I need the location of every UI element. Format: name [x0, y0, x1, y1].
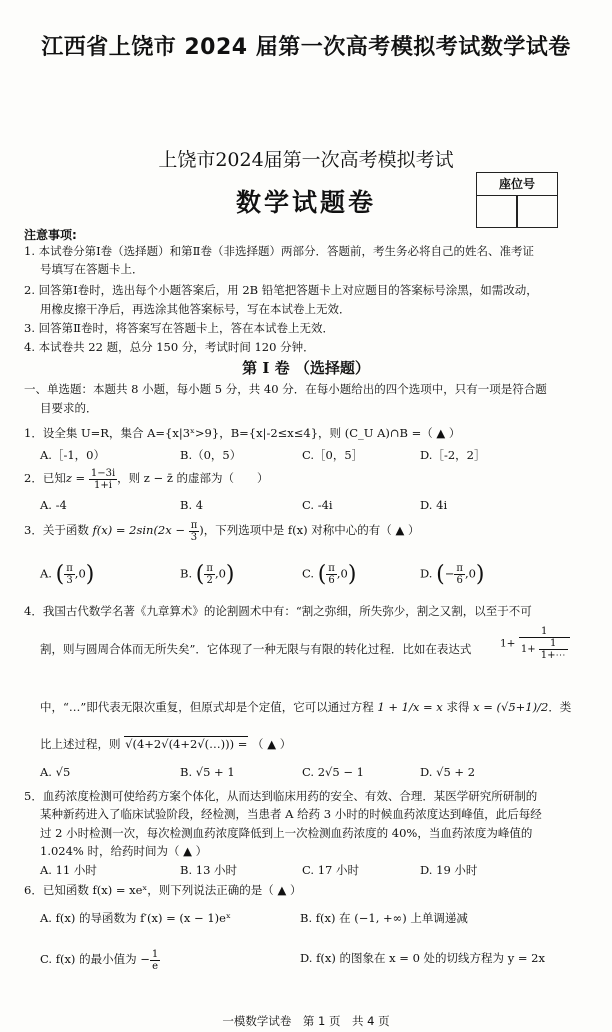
option-fraction — [204, 563, 215, 586]
fraction-numerator: π — [456, 563, 463, 574]
question-5-line: 1.024% 时，给药时间为（ ▲ ） — [40, 844, 208, 858]
question-2-suffix: ，则 z − z̄ 的虚部为（ ） — [117, 471, 269, 485]
cf-denominator-one: 1+ — [520, 644, 536, 655]
close-paren: ) — [475, 562, 485, 587]
question-6-option-a: A. f(x) 的导函数为 f′(x) = (x − 1)eˣ — [40, 911, 231, 925]
question-4-text: 比上述过程，则 — [40, 737, 121, 751]
question-1-option-d: D.［-2，2］ — [420, 448, 486, 462]
open-paren: ( — [55, 562, 65, 587]
fraction-numerator: π — [66, 563, 73, 574]
continued-fraction — [500, 626, 570, 661]
notice-line: 3. 回答第Ⅱ卷时，将答案写在答题卡上，答在本试卷上无效． — [24, 321, 334, 335]
question-1-option-a: A.［-1，0） — [40, 448, 105, 462]
fraction-numerator: π — [328, 563, 335, 574]
question-2-stem — [24, 466, 269, 491]
open-paren: ( — [436, 562, 445, 587]
question-3-prefix: 3．关于函数 — [24, 523, 89, 537]
question-4-equation: 1 + 1/x = x — [377, 700, 443, 714]
option-zero: ,0 — [336, 566, 348, 581]
question-3-function-left: f(x) = 2sin(2x − — [92, 523, 186, 537]
question-4-line — [40, 736, 291, 752]
fraction-denominator: 2 — [206, 575, 213, 586]
fraction-numerator: π — [190, 519, 198, 531]
cf-fraction — [519, 626, 570, 661]
fraction-denominator: 1+i — [94, 479, 112, 491]
question-3-stem — [24, 517, 419, 543]
fraction-numerator: π — [206, 563, 213, 574]
document-pretitle: 江西省上饶市 2024 届第一次高考模拟考试数学试卷 — [41, 35, 571, 60]
instructions-line: 一、单选题：本题共 8 小题，每小题 5 分，共 40 分．在每小题给出的四个选项中，只有一项是符合题 — [24, 382, 547, 396]
question-3-suffix: ，下列选项中是 f(x) 对称中心的有（ ▲ ） — [203, 523, 420, 537]
question-4-option-a: A. √5 — [40, 765, 71, 779]
question-1-option-c: C.［0，5］ — [302, 448, 364, 462]
option-zero: ,0 — [214, 566, 226, 581]
notice-heading: 注意事项: — [24, 228, 77, 242]
question-6-option-b: B. f(x) 在 (−1, +∞) 上单调递减 — [300, 911, 468, 925]
fraction-denominator: 3 — [190, 531, 198, 543]
option-fraction — [454, 563, 465, 586]
question-4-line: 4．我国古代数学名著《九章算术》的论割圆术中有：“割之弥细，所失弥少，割之又割，以至于不可 — [24, 604, 532, 618]
seat-box-divider — [516, 196, 518, 227]
close-paren: ) — [347, 562, 357, 587]
question-2-prefix: 2．已知 — [24, 471, 66, 485]
option-fraction — [64, 563, 75, 586]
question-5-option-d: D. 19 小时 — [420, 863, 478, 877]
question-2-option-a: A. -4 — [40, 498, 67, 512]
question-4-option-c: C. 2√5 − 1 — [302, 765, 364, 779]
cf-inner-denominator: 1+⋯ — [540, 650, 566, 661]
page-footer: 一模数学试卷 第 1 页 共 4 页 — [222, 1014, 390, 1028]
question-2-z: z = — [65, 471, 86, 485]
notice-line: 用橡皮擦干净后，再选涂其他答案标号，写在本试卷上无效． — [40, 302, 351, 316]
fraction-numerator: 1 — [151, 948, 159, 960]
question-3-option-a — [40, 562, 94, 587]
fraction-denominator: 3 — [66, 575, 73, 586]
instructions-line: 目要求的． — [40, 401, 98, 415]
exam-title: 数学试题卷 — [235, 188, 376, 217]
cf-numerator: 1 — [519, 626, 570, 638]
section-title: 第 Ⅰ 卷 （选择题） — [242, 359, 370, 377]
option-letter: A. — [40, 566, 52, 581]
cf-one: 1+ — [500, 637, 516, 650]
question-4-text: ．类 — [548, 700, 572, 714]
question-4-solution: x = (√5+1)/2 — [473, 700, 549, 714]
option-zero: ,0 — [74, 566, 86, 581]
notice-line: 1. 本试卷分第Ⅰ卷（选择题）和第Ⅱ卷（非选择题）两部分．答题前，考生务必将自己的姓名、准考证 — [24, 244, 534, 258]
question-3-function-right: ) — [199, 523, 204, 537]
option-sign: − — [444, 566, 455, 581]
question-4-option-d: D. √5 + 2 — [420, 765, 476, 779]
notice-line: 4. 本试卷共 22 题，总分 150 分，考试时间 120 分钟． — [24, 340, 315, 354]
question-5-line: 过 2 小时检测一次，每次检测血药浓度降低到上一次检测血药浓度的 40%，当血药浓度为峰值的 — [40, 826, 533, 840]
cf-inner-fraction — [539, 638, 568, 661]
question-2-option-d: D. 4i — [420, 498, 448, 512]
question-1-stem: 1．设全集 U=R，集合 A={x|3ˣ>9}，B={x|-2≤x≤4}，则 (C_U A)∩B =（ ▲ ） — [24, 426, 461, 440]
question-5-line: 某种新药进入了临床试验阶段，经检测，当患者 A 给药 3 小时的时候血药浓度达到峰值，此后每经 — [40, 807, 542, 821]
question-3-option-d — [420, 562, 485, 587]
fraction-denominator: 6 — [456, 575, 463, 586]
question-5-option-c: C. 17 小时 — [302, 863, 359, 877]
exam-subtitle: 上饶市2024届第一次高考模拟考试 — [158, 149, 454, 171]
question-2-option-b: B. 4 — [180, 498, 204, 512]
question-2-option-c: C. -4i — [302, 498, 333, 512]
option-letter: B. — [180, 566, 193, 581]
question-5-option-a: A. 11 小时 — [40, 863, 97, 877]
seat-number-box — [476, 172, 558, 228]
notice-line: 号填写在答题卡上． — [40, 262, 144, 276]
option-letter: C. — [302, 566, 315, 581]
notice-line: 2. 回答第Ⅰ卷时，选出每个小题答案后，用 2B 铅笔把答题卡上对应题目的答案标号涂黑，如需改动， — [24, 283, 538, 297]
option-zero: ,0 — [464, 566, 476, 581]
question-5-option-b: B. 13 小时 — [180, 863, 238, 877]
cf-denominator — [519, 638, 570, 661]
question-4-nested-radical: √(4+2√(4+2√(…))) = — [125, 737, 248, 751]
question-3-fraction — [189, 520, 200, 543]
cf-inner-numerator: 1 — [539, 638, 568, 650]
question-4-text: 求得 — [446, 700, 470, 714]
question-6-option-c — [40, 946, 160, 972]
seat-number-label: 座位号 — [477, 173, 557, 196]
fraction-numerator: 1−3i — [90, 467, 116, 479]
question-4-option-b: B. √5 + 1 — [180, 765, 235, 779]
fraction-denominator: 6 — [328, 575, 335, 586]
open-paren: ( — [317, 562, 327, 587]
close-paren: ) — [85, 562, 95, 587]
option-c-text: C. f(x) 的最小值为 − — [40, 952, 150, 966]
question-4-text: （ ▲ ） — [252, 737, 292, 751]
question-4-line — [40, 699, 571, 715]
question-5-line: 5．血药浓度检测可使给药方案个体化，从而达到临床用药的安全、有效、合理．某医学研究所研制的 — [24, 789, 538, 803]
option-fraction — [326, 563, 337, 586]
open-paren: ( — [195, 562, 205, 587]
option-c-fraction — [150, 949, 160, 972]
question-6-option-d: D. f(x) 的图象在 x = 0 处的切线方程为 y = 2x — [300, 951, 545, 965]
option-letter: D. — [420, 566, 433, 581]
question-1-option-b: B.（0，5） — [180, 448, 242, 462]
question-6-stem: 6．已知函数 f(x) = xeˣ，则下列说法正确的是（ ▲ ） — [24, 883, 302, 897]
question-3-option-b — [180, 562, 235, 587]
question-2-fraction — [89, 468, 117, 491]
question-4-text: 中，“…”即代表无限次重复，但原式却是个定值，它可以通过方程 — [40, 700, 374, 714]
fraction-denominator: e — [152, 960, 159, 972]
close-paren: ) — [225, 562, 235, 587]
question-3-option-c — [302, 562, 356, 587]
question-4-line: 割，则与圆周合体而无所失矣”．它体现了一种无限与有限的转化过程．比如在表达式 — [40, 642, 472, 656]
